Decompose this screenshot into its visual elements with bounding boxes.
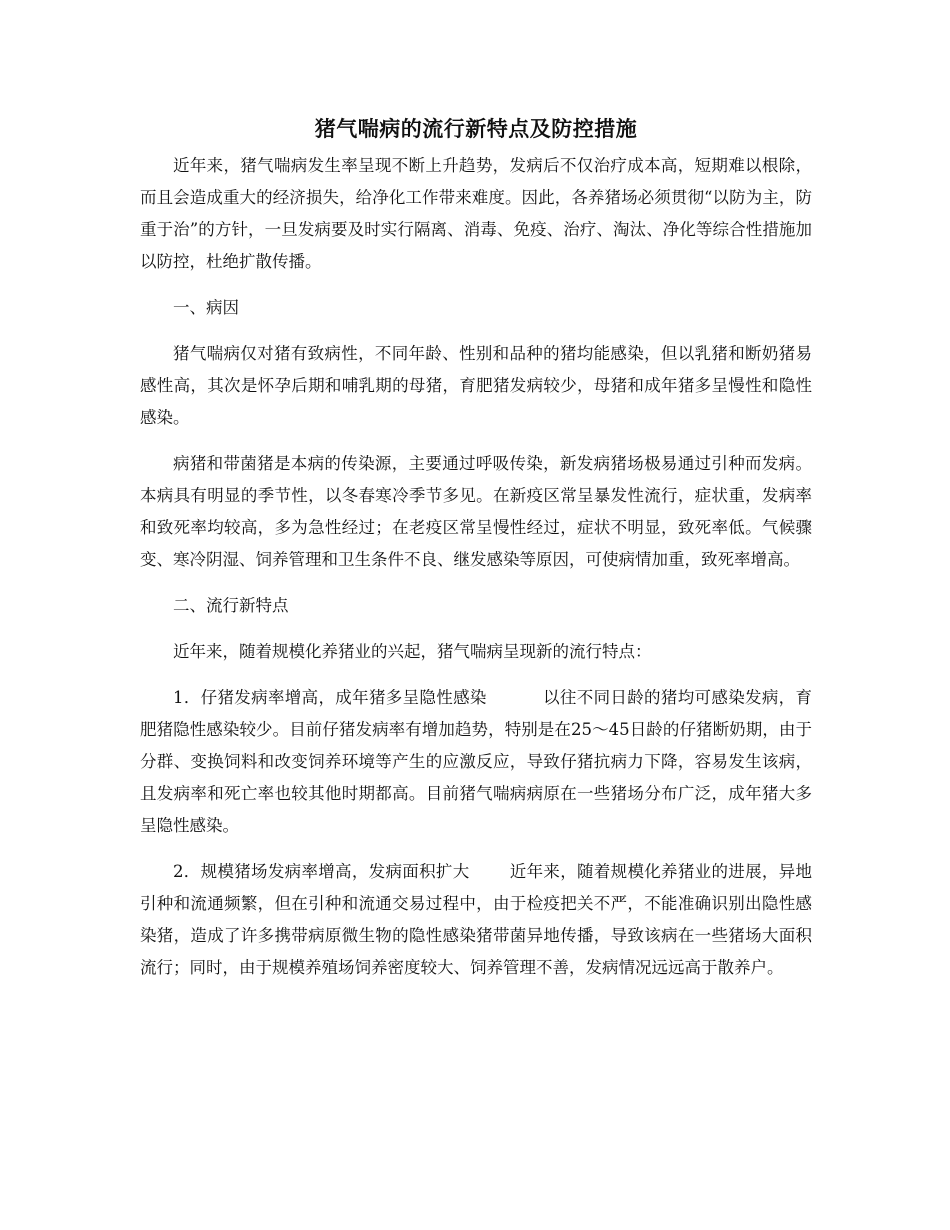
intro-paragraph: 近年来，猪气喘病发生率呈现不断上升趋势，发病后不仅治疗成本高，短期难以根除，而且会造成重大的经济损失，给净化工作带来难度。因此，各养猪场必须贯彻“以防为主，防重于治”的方针，一旦发病要及时实行隔离、消毒、免疫、治疗、淘汰、净化等综合性措施加以防控，杜绝扩散传播。 <box>140 156 812 271</box>
new-features-intro: 近年来，随着规模化养猪业的兴起，猪气喘病呈现新的流行特点： <box>173 642 652 661</box>
point-1-paragraph <box>140 682 812 842</box>
point-2-body: 近年来，随着规模化养猪业的进展，异地引种和流通频繁，但在引种和流通交易过程中，由于检疫把关不严，不能准确识别出隐性感染猪，造成了许多携带病原微生物的隐性感染猪带菌异地传播，导致该病在一些猪场大面积流行；同时，由于规模养殖场饲养密度较大、饲养管理不善，发病情况远远高于散养户。 <box>140 862 813 977</box>
point-1-lead: 1．仔猪发病率增高，成年猪多呈隐性感染 <box>173 688 487 707</box>
cause-paragraph-2: 病猪和带菌猪是本病的传染源，主要通过呼吸传染，新发病猪场极易通过引种而发病。本病具有明显的季节性，以冬春寒冷季节多见。在新疫区常呈暴发性流行，症状重，发病率和致死率均较高，多为急性经过；在老疫区常呈慢性经过，症状不明显，致死率低。气候骤变、寒冷阴湿、饲养管理和卫生条件不良、继发感染等原因，可使病情加重，致死率增高。 <box>140 454 812 569</box>
point-1-body: 以往不同日龄的猪均可感染发病，育肥猪隐性感染较少。目前仔猪发病率有增加趋势，特别是在25～45日龄的仔猪断奶期，由于分群、变换饲料和改变饲养环境等产生的应激反应，导致仔猪抗病力下降，容易发生该病，且发病率和死亡率也较其他时期都高。目前猪气喘病病原在一些猪场分布广泛，成年猪大多呈隐性感染。 <box>140 688 813 835</box>
cause-paragraph-1: 猪气喘病仅对猪有致病性，不同年龄、性别和品种的猪均能感染，但以乳猪和断奶猪易感性高，其次是怀孕后期和哺乳期的母猪，育肥猪发病较少，母猪和成年猪多呈慢性和隐性感染。 <box>140 344 812 427</box>
section-heading-cause: 一、病因 <box>173 298 239 317</box>
point-2-lead: 2．规模猪场发病率增高，发病面积扩大 <box>173 862 470 881</box>
section-heading-new-features: 二、流行新特点 <box>173 596 289 615</box>
document-title: 猪气喘病的流行新特点及防控措施 <box>314 117 638 141</box>
point-2-paragraph <box>140 856 812 984</box>
document-body <box>140 112 812 998</box>
